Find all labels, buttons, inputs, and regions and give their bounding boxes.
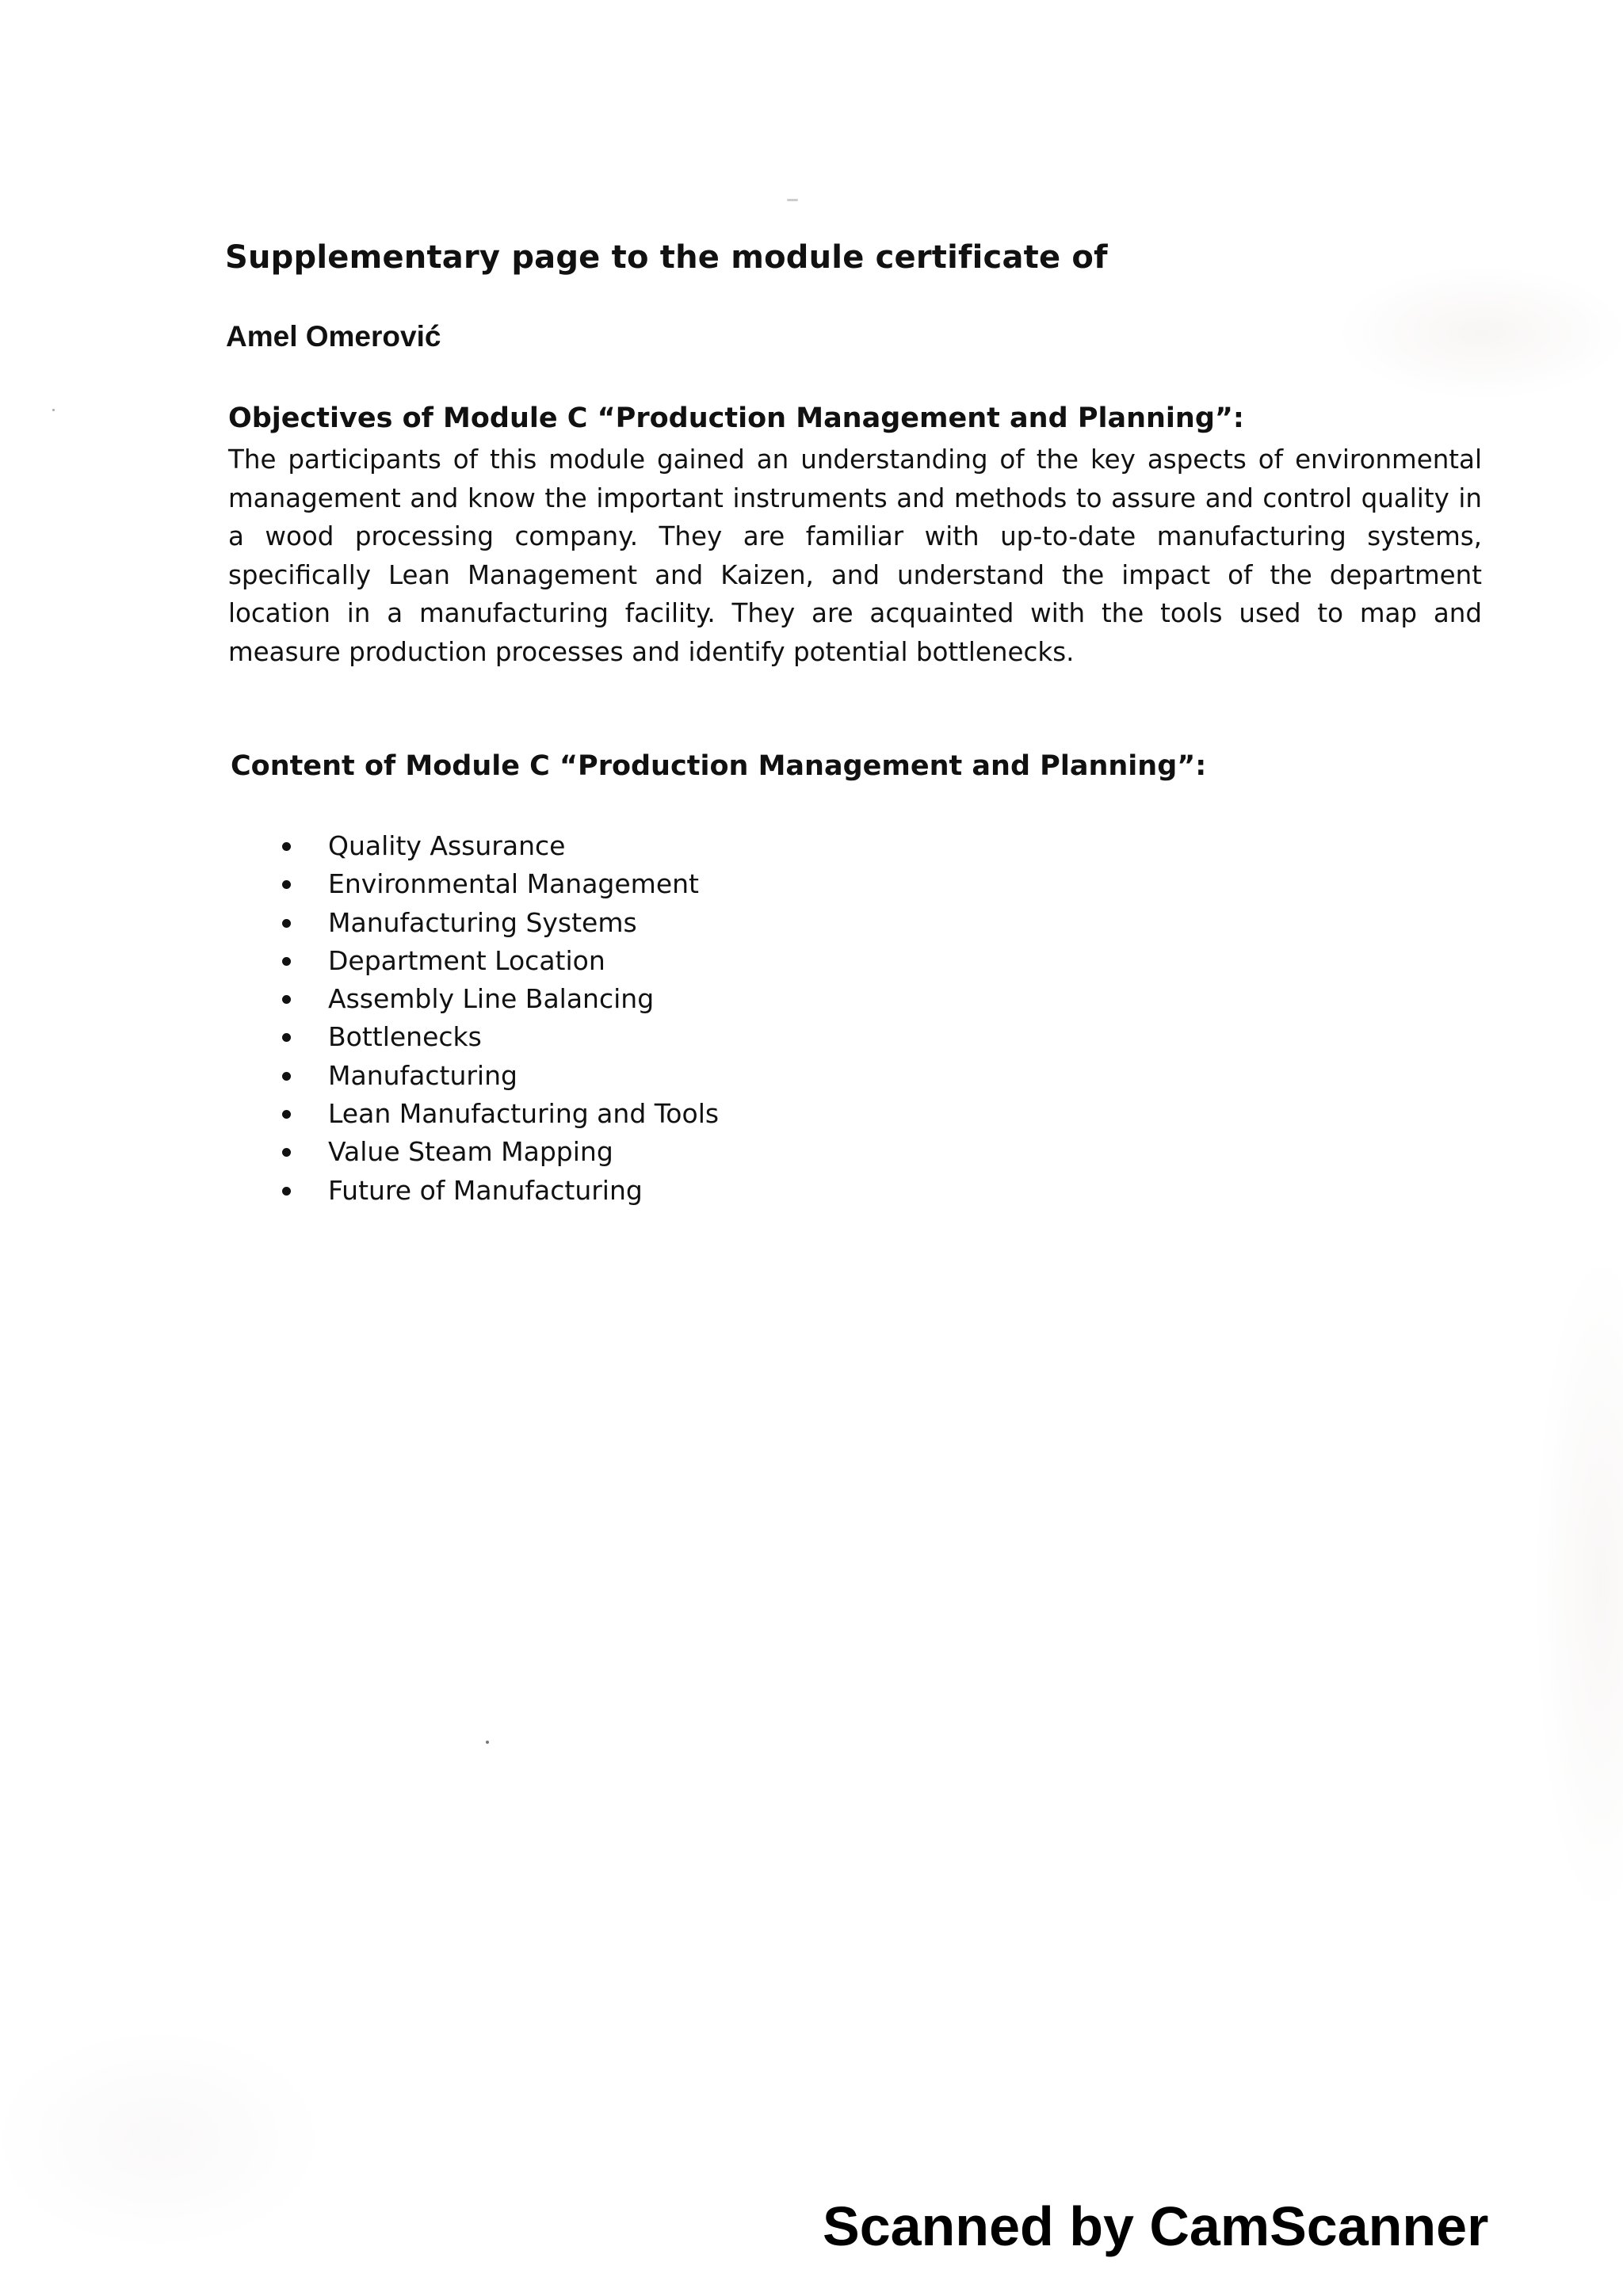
bullet-icon: [282, 995, 291, 1004]
objectives-title: Objectives of Module C “Production Management and Planning”:: [228, 402, 1244, 434]
content-title: Content of Module C “Production Management and Planning”:: [231, 750, 1207, 782]
list-item: [277, 980, 719, 1018]
list-item-text: Manufacturing: [328, 1059, 517, 1091]
list-item: [277, 942, 719, 980]
list-item: [277, 827, 719, 865]
list-item: [277, 1057, 719, 1095]
list-item-text: Bottlenecks: [328, 1021, 482, 1053]
bullet-icon: [282, 1110, 291, 1119]
scan-speck: [52, 409, 55, 411]
page-heading: Supplementary page to the module certificate of: [225, 239, 1108, 276]
list-item: [277, 1018, 719, 1056]
list-item-text: Value Steam Mapping: [328, 1136, 613, 1168]
list-item-text: Department Location: [328, 944, 605, 976]
bullet-icon: [282, 919, 291, 928]
list-item: [277, 1133, 719, 1171]
list-item-text: Environmental Management: [328, 868, 699, 900]
camscanner-watermark: Scanned by CamScanner: [823, 2195, 1489, 2257]
bullet-icon: [282, 1033, 291, 1042]
list-item: [277, 1172, 719, 1210]
content-list: [277, 827, 719, 1210]
recipient-name: Amel Omerović: [226, 320, 441, 353]
list-item: [277, 1095, 719, 1133]
list-item: [277, 865, 719, 903]
list-item-text: Lean Manufacturing and Tools: [328, 1098, 720, 1130]
list-item-text: Future of Manufacturing: [328, 1174, 643, 1206]
bullet-icon: [282, 1148, 291, 1157]
list-item: [277, 904, 719, 942]
list-item-text: Manufacturing Systems: [328, 906, 637, 938]
list-item-text: Quality Assurance: [328, 830, 566, 861]
bullet-icon: [282, 880, 291, 889]
scan-speck: [486, 1741, 489, 1744]
objectives-body: The participants of this module gained an understanding of the key aspects of environmental management and know the important instruments and methods to assure and control quality in a wood processing company. They are familiar with up-to-date manufacturing systems, specifically Lean Management and Kaizen, and understand the impact of the department location in a manufacturing facility. They are acquainted with the tools used to map and measure production processes and identify potential bottlenecks.: [228, 444, 1482, 667]
bullet-icon: [282, 957, 291, 966]
bullet-icon: [282, 1072, 291, 1081]
list-item-text: Assembly Line Balancing: [328, 983, 655, 1015]
bullet-icon: [282, 842, 291, 851]
scan-speck: [787, 199, 798, 201]
bullet-icon: [282, 1187, 291, 1196]
